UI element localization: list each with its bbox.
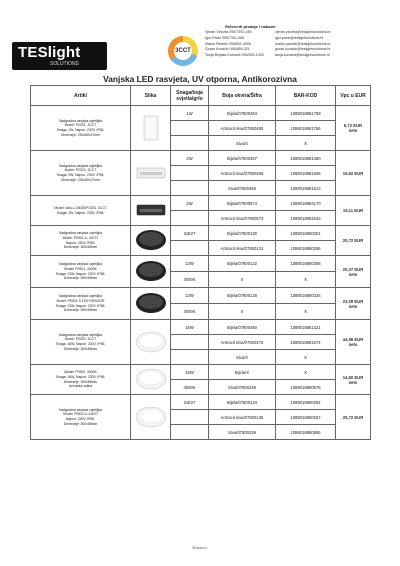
col-header-slika: Slika <box>131 86 171 106</box>
price-line: 14,60 EUR <box>342 374 364 380</box>
logo-subtitle: SOLUTIONS <box>50 61 79 67</box>
cell-artikl <box>31 196 131 226</box>
cell-color-code: Bijela/07800484 <box>209 106 276 121</box>
product-image <box>134 290 168 316</box>
page-header <box>0 0 400 72</box>
contact-email[interactable]: igor.pavic@teslightsolutions.hr <box>275 35 324 40</box>
product-image <box>134 160 168 186</box>
table-row <box>31 151 371 166</box>
page-footer: Stranica 1 <box>192 546 208 550</box>
cell-product-image <box>131 288 171 320</box>
cell-artikl <box>31 226 131 256</box>
cell-power: 2W <box>171 151 209 166</box>
3cct-badge-icon <box>168 36 198 66</box>
page-title: Vanjska LED rasvjeta, UV otporna, Antikorozivna <box>103 74 297 84</box>
contacts-emails <box>275 30 331 59</box>
artikl-line: Model: P2301, 3CCT <box>64 123 97 128</box>
cell-artikl <box>31 256 131 288</box>
artikl-line: Snaga: 2W, Napon: 230V, IP65, <box>56 210 105 215</box>
contact-line: Igor Pavić 095/7331-066 <box>205 35 245 40</box>
contacts-title: Referenti prodaje i nabave: <box>225 24 277 29</box>
cell-product-image <box>131 196 171 226</box>
price-table <box>30 85 371 440</box>
cell-barcode: 1088018881421 <box>276 320 336 335</box>
table-row <box>31 256 371 272</box>
cell-barcode: 1088018881480 <box>276 151 336 166</box>
artikl-line: Napon: 230V, IP65, <box>65 417 96 421</box>
cell-barcode: 1088018880264 <box>276 395 336 410</box>
cell-barcode: 1088018884170 <box>276 196 336 211</box>
artikl-line: Nadgradna vanjska svjetiljka <box>59 262 102 267</box>
artikl-line: Dimenzije: 300x85mm <box>63 421 98 426</box>
cell-barcode: 1088018880288 <box>276 256 336 272</box>
product-image <box>134 329 168 355</box>
product-image <box>134 115 168 141</box>
badge-label: 3CCT <box>174 42 192 60</box>
cell-artikl <box>31 106 131 151</box>
company-logo <box>12 42 107 70</box>
artikl-line: Model: P2302, 3CCT <box>64 168 97 173</box>
cell-power <box>171 211 209 226</box>
logo-text: TESlight <box>18 44 81 61</box>
cell-power: 2W <box>171 196 209 211</box>
artikl-line: Nadgradna vanjska svjetiljka <box>59 407 102 412</box>
cell-barcode: 1088018884163 <box>276 211 336 226</box>
cell-power <box>171 136 209 151</box>
artikl-line: Snaga: 16W, Napon: 230V, IP65, <box>55 342 106 346</box>
cell-artikl <box>31 320 131 365</box>
col-header-artikl: Artikl <box>31 86 131 106</box>
cell-color-code: Bijela/07800130 <box>209 226 276 241</box>
table-row <box>31 196 371 211</box>
cell-power: 4000K <box>171 380 209 395</box>
cell-product-image <box>131 256 171 288</box>
price-line: 6,72 EUR <box>343 123 363 128</box>
artikl-line: Model: P9302, 4000K <box>64 370 97 375</box>
cell-color-code: X <box>209 304 276 320</box>
cell-price <box>336 395 371 440</box>
price-line: 19,11 EUR <box>342 208 364 213</box>
price-line: 20,72 EUR <box>342 414 364 420</box>
cell-color-code: Antracit siva/07800476 <box>209 335 276 350</box>
cell-color-code: Antracit siva/07800485 <box>209 121 276 136</box>
price-line: 20,72 EUR <box>342 238 364 243</box>
artikl-line: Dimenzije: 300x85mm <box>63 346 98 351</box>
cell-power <box>171 121 209 136</box>
price-line: neto <box>348 303 358 309</box>
contact-email[interactable]: marko.pavelic@teslightsolutions.hr <box>275 41 331 46</box>
cell-barcode: 1088018881766 <box>276 121 336 136</box>
artikl-line: Nadgradna vanjska svjetiljka <box>59 163 102 168</box>
col-header-vpc: Vpc u EUR <box>336 86 371 106</box>
cell-power: 2xE27 <box>171 226 209 241</box>
price-line: neto <box>348 128 358 133</box>
cell-color-code: Siva/07800238 <box>209 380 276 395</box>
cell-price <box>336 365 371 395</box>
cell-barcode: 1088018880578 <box>276 380 336 395</box>
artikl-line: Dimenzije: 300x85mm <box>63 379 98 384</box>
artikl-line: do isteka zaliha <box>68 384 93 389</box>
cell-power: 13W <box>171 288 209 304</box>
cell-price <box>336 320 371 365</box>
cell-color-code: Siva/07800469 <box>209 181 276 196</box>
cell-power: 4000K <box>171 304 209 320</box>
cell-power: 16W <box>171 320 209 335</box>
artikl-line: Model: P9301-A, 2xE27 <box>62 235 99 240</box>
cell-color-code: Bijela/07800132 <box>209 256 276 272</box>
price-line: 23,09 EUR <box>342 298 364 304</box>
cell-barcode: 1088018881759 <box>276 106 336 121</box>
artikl-line: Snaga: 13W, Napon: 230V, IP65, <box>55 303 106 308</box>
cell-price <box>336 256 371 288</box>
cell-color-code: X <box>209 272 276 288</box>
cell-artikl <box>31 151 131 196</box>
cell-barcode: X <box>276 350 336 365</box>
contact-line: Goran Kovačić 095/569-321 <box>205 47 250 52</box>
cell-color-code: Bijela/X <box>209 365 276 380</box>
cell-power: 4000K <box>171 272 209 288</box>
artikl-line: Dimenzije: 300x65mm <box>63 276 98 281</box>
table-row <box>31 106 371 121</box>
artikl-line: Nadgradna vanjska svjetiljka <box>59 231 102 236</box>
artikl-line: Nadgradna vanjska svjetiljka <box>59 294 102 299</box>
cell-color-code: Bijela/07800574 <box>209 196 276 211</box>
cell-power: 2xE27 <box>171 395 209 410</box>
col-header-snaga: Snaga/boja svjetla/grlo <box>171 86 209 106</box>
cell-power: 13W <box>171 256 209 272</box>
artikl-line: Snaga: 13W, Napon: 230V, IP65, <box>55 271 106 276</box>
artikl-line: Nadgradna vanjska svjetiljka <box>59 332 102 337</box>
artikl-line: Model: WALL-03035/P2303, 3CCT <box>54 205 107 210</box>
artikl-line: Dimenzije: 230x80x27mm <box>60 177 100 182</box>
price-line: 44,96 EUR <box>342 337 364 342</box>
product-image <box>134 404 168 430</box>
cell-power <box>171 181 209 196</box>
table-row <box>31 395 371 410</box>
cell-barcode: X <box>276 365 336 380</box>
cell-barcode: X <box>276 136 336 151</box>
cell-barcode: 1088018881506 <box>276 166 336 181</box>
table-header-row <box>31 86 371 106</box>
cell-barcode: 1088018880585 <box>276 425 336 440</box>
table-row <box>31 365 371 380</box>
artikl-line: Napon: 230V, IP65, <box>65 240 96 245</box>
contact-line: Vjeran Vinceta 095/7392-445 <box>205 30 252 34</box>
cell-product-image <box>131 106 171 151</box>
cell-color-code: Siva/X <box>209 350 276 365</box>
cell-color-code: Bijela/07800134 <box>209 395 276 410</box>
artikl-line: Model: P9302-A 2xE27 <box>63 412 98 417</box>
price-line: 20,37 EUR <box>342 266 364 272</box>
table-row <box>31 288 371 304</box>
cell-price <box>336 151 371 196</box>
product-image <box>134 366 168 392</box>
cell-power <box>171 241 209 256</box>
price-line: 19,92 EUR <box>342 170 364 176</box>
cell-color-code: Siva/07800239 <box>209 425 276 440</box>
product-image <box>134 197 168 223</box>
artikl-line: Nadgradna vanjska svjetiljka <box>59 118 102 123</box>
cell-product-image <box>131 151 171 196</box>
col-header-barkod: BAR-KOD <box>276 86 336 106</box>
cell-power <box>171 410 209 425</box>
artikl-line: Snaga: 2W, Napon: 230V, IP65, <box>56 173 105 177</box>
artikl-line: Model: P9302, 3CCT <box>64 337 97 342</box>
cell-color-code: Antracit siva/07800458 <box>209 166 276 181</box>
price-line: neto <box>348 342 358 347</box>
cell-barcode: X <box>276 272 336 288</box>
contact-email[interactable]: vjeran.vinceta@tesliqhtsolutions.hr <box>275 30 331 34</box>
cell-barcode: 1088018880325 <box>276 288 336 304</box>
col-header-boja: Boja okvira/Šifra <box>209 86 276 106</box>
artikl-line: Snaga: 16W, Napon: 230V, IP65, <box>55 374 106 379</box>
cell-artikl <box>31 288 131 320</box>
contact-line: Tanja Beljaka Kumarić 095/525-1320 <box>205 53 264 58</box>
cell-barcode: 1088018880301 <box>276 226 336 241</box>
cell-power <box>171 350 209 365</box>
cell-barcode: 1088018880295 <box>276 241 336 256</box>
artikl-line: Dimenzije: 230x80x27mm <box>60 132 100 137</box>
cell-power <box>171 166 209 181</box>
cell-barcode: X <box>276 304 336 320</box>
cell-barcode: 1088018881674 <box>276 335 336 350</box>
price-line: neto <box>348 271 358 277</box>
cell-color-code: Siva/X <box>209 136 276 151</box>
artikl-line: Snaga: 1W, Napon: 230V, IP65, <box>56 128 105 132</box>
cell-barcode: 1088018881613 <box>276 181 336 196</box>
contacts-phones <box>205 30 264 59</box>
cell-price <box>336 106 371 151</box>
artikl-line: Model: P9301-S LED+SENZOR <box>56 298 105 303</box>
cell-power <box>171 335 209 350</box>
table-row <box>31 320 371 335</box>
product-image <box>134 258 168 284</box>
cell-product-image <box>131 226 171 256</box>
cell-color-code: Bijela/07800460 <box>209 320 276 335</box>
cell-color-code: Bijela/07800128 <box>209 288 276 304</box>
artikl-line: Dimenzije: 300x65mm <box>63 308 98 313</box>
cell-price <box>336 196 371 226</box>
cell-power: 1W <box>171 106 209 121</box>
cell-color-code: Antracit siva/07800135 <box>209 410 276 425</box>
contact-line: Marko Pavelić 095/852-4000 <box>205 41 251 46</box>
cell-price <box>336 288 371 320</box>
cell-artikl <box>31 395 131 440</box>
cell-price <box>336 226 371 256</box>
cell-product-image <box>131 395 171 440</box>
cell-artikl <box>31 365 131 395</box>
cell-barcode: 1088018880257 <box>276 410 336 425</box>
artikl-line: Model: P9301, 4000K <box>64 266 97 271</box>
cell-color-code: Antracit siva/07800573 <box>209 211 276 226</box>
price-line: neto <box>348 379 358 385</box>
cell-power <box>171 425 209 440</box>
cell-product-image <box>131 365 171 395</box>
table-row <box>31 226 371 241</box>
cell-product-image <box>131 320 171 365</box>
contact-email[interactable]: tanja.kumaric@teslightsolutions.hr <box>275 53 330 58</box>
cell-power: 16W <box>171 365 209 380</box>
contact-email[interactable]: goran.kovacic@teslightsolutions.hr <box>275 47 331 52</box>
cell-color-code: Bijela/07800457 <box>209 151 276 166</box>
cell-color-code: Antracit siva/07800131 <box>209 241 276 256</box>
product-image <box>134 227 168 253</box>
artikl-line: Dimenzije: 300x65mm <box>63 245 98 250</box>
